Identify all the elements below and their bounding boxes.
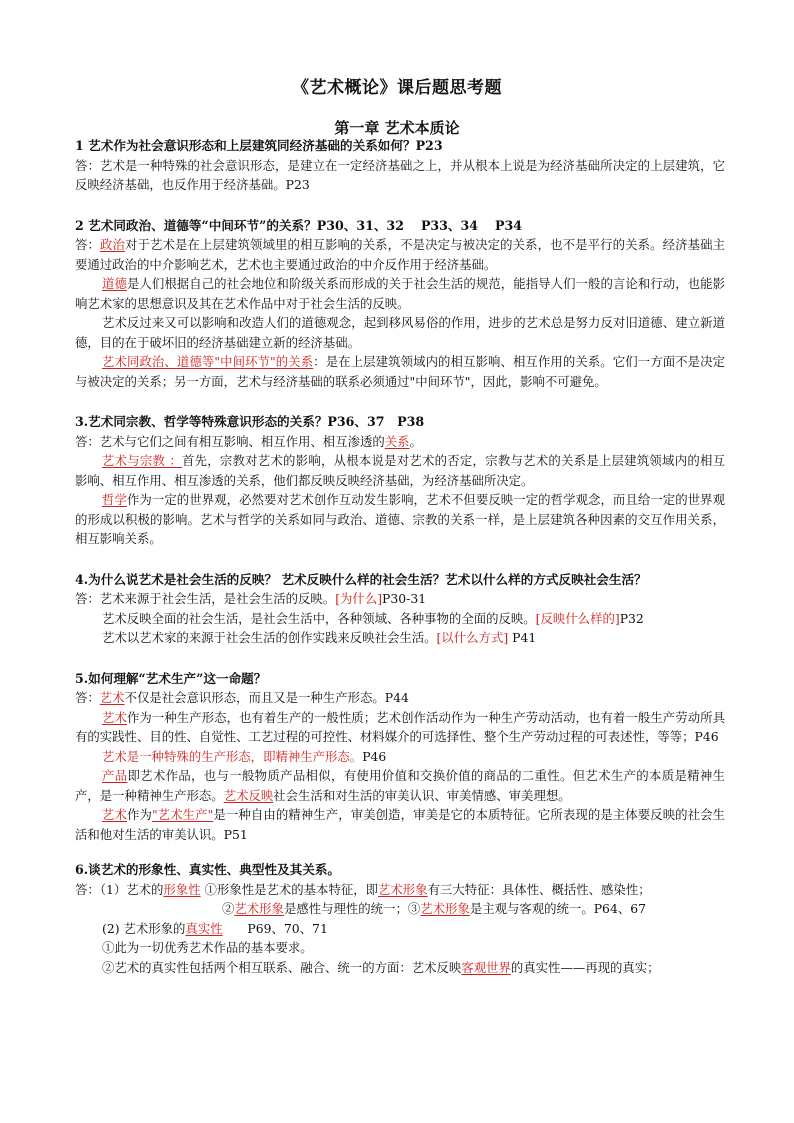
answer-text: 是一种自由的精神生产，审美创造，审美是它的本质特征。它所表现的是主体要反映的社会生活和他对生活的审美认识。P51 xyxy=(75,807,726,842)
answer-text: 社会生活和对生活的审美认识、审美情感、审美理想。 xyxy=(273,787,571,803)
answer-text: 是人们根据自己的社会地位和阶级关系而形成的关于社会生活的规范，能指导人们一般的言论和行动，也能影响艺术家的思想意识及其在艺术作品中对于社会生活的反映。 xyxy=(75,276,726,311)
question-5: 5.如何理解“艺术生产”这一命题？ xyxy=(75,670,267,686)
question-3: 3.艺术同宗教、哲学等特殊意识形态的关系？P36、37 P38 xyxy=(75,414,425,429)
answer-text: 作为一种生产形态，也有着生产的一般性质；艺术创作活动作为一种生产劳动活动，也有着一般生产劳动所具有的实践性、目的性、自觉性、工艺过程的可控性、材料媒介的可选择性、整个生产劳动过程的可表述性，等等；P46 xyxy=(75,709,726,744)
answer-text: ② xyxy=(222,901,235,916)
answer-text: 答：艺术来源于社会生活，是社会生活的反映。 xyxy=(75,591,336,606)
keyword-art-image: 艺术形象 xyxy=(234,901,284,916)
keyword-intermediate-link: 艺术同政治、道德等"中间环节"的关系 xyxy=(102,354,314,369)
answer-6-para-4: ①此为一切优秀艺术作品的基本要求。 xyxy=(102,940,313,955)
keyword-art-image: 艺术形象 xyxy=(378,881,428,897)
answer-text: 首先，宗教对艺术的影响，从根本说是对艺术的否定，宗教与艺术的关系是上层建筑领域内的相互影响、相互作用、相互渗透的关系，他们都反映反映经济基础，为经济基础所决定。 xyxy=(75,453,725,488)
keyword-art-production: "艺术生产" xyxy=(151,807,214,822)
answer-text: ：是在上层建筑领域内的相互影响、相互作用的关系。它们一方面不是决定与被决定的关系；另一方面，艺术与经济基础的联系必须通过"中间环节"，因此，影响不可避免。 xyxy=(75,354,726,389)
answer-6-para-2 xyxy=(75,899,725,919)
keyword-politics: 政治 xyxy=(100,237,126,252)
answer-4-para-3 xyxy=(75,628,725,648)
answer-text: 作为一定的世界观，必然要对艺术创作互动发生影响，艺术不但要反映一定的哲学观念，而且给一定的世界观的形成以积极的影响。艺术与哲学的关系如同与政治、道德、宗教的关系一样，是上层建筑各种因素的交互作用关系，相互影响关系。 xyxy=(75,492,726,546)
answer-2-para-1 xyxy=(75,235,725,274)
answer-text: (2) 艺术形象的 xyxy=(102,920,186,936)
answer-text: 答：艺术与它们之间有相互影响、相互作用、相互渗透的 xyxy=(75,433,385,449)
answer-text: 是主观与客观的统一。P64、67 xyxy=(469,901,646,916)
answer-text: 即艺术作品，也与一般物质产品相似，有使用价值和交换价值的商品的二重性。但艺术生产的本质是精神生产，是一种精神生产形态。 xyxy=(75,768,726,803)
answer-text: 对于艺术是在上层建筑领域里的相互影响的关系，不是决定与被决定的关系，也不是平行的关系。经济基础主要通过政治的中介影响艺术，艺术也主要通过政治的中介反作用于经济基础。 xyxy=(75,237,726,272)
keyword-product: 产品 xyxy=(102,768,128,783)
chapter-heading: 第一章 艺术本质论 xyxy=(334,119,460,137)
answer-4-para-2 xyxy=(75,609,725,629)
answer-text: 是感性与理性的统一；③ xyxy=(283,901,421,916)
keyword-art-image: 艺术形象 xyxy=(420,901,470,916)
page-ref: P46 xyxy=(362,748,387,764)
keyword-philosophy: 哲学 xyxy=(102,492,127,507)
keyword-art-religion: 艺术与宗教 ： xyxy=(102,453,182,468)
document-title: 《艺术概论》课后题思考题 xyxy=(292,78,502,98)
answer-text: 作为 xyxy=(126,807,152,822)
tag-how: [以什么方式] xyxy=(436,630,509,645)
question-6: 6.谈艺术的形象性、真实性、典型性及其关系。 xyxy=(75,862,341,877)
answer-4-para-1 xyxy=(75,589,725,609)
keyword-art: 艺术 xyxy=(102,807,127,822)
answer-text: 的真实性——再现的真实； xyxy=(510,959,660,975)
keyword-relation: 关系 xyxy=(384,433,410,449)
answer-text: 艺术反映全面的社会生活，是社会生活中，各种领域、各种事物的全面的反映。 xyxy=(102,610,536,626)
answer-5-para-5 xyxy=(75,805,725,844)
answer-prefix: 答： xyxy=(75,237,101,252)
answer-5-para-3 xyxy=(75,747,725,767)
answer-6-para-5 xyxy=(75,958,725,978)
tag-what: [反映什么样的] xyxy=(535,610,620,626)
answer-5-para-2 xyxy=(75,708,725,747)
highlight-special-production: 艺术是一种特殊的生产形态，即精神生产形态。 xyxy=(102,748,363,764)
answer-2-para-3: 艺术反过来又可以影响和改造人们的道德观念，起到移风易俗的作用，进步的艺术总是努力反对旧道德、建立新道德，目的在于破坏旧的经济基础建立新的经济基础。 xyxy=(75,315,725,350)
answer-text: ②艺术的真实性包括两个相互联系、融合、统一的方面：艺术反映 xyxy=(102,959,462,975)
answer-5-para-4 xyxy=(75,766,725,805)
keyword-imagery: 形象性 xyxy=(163,881,201,897)
answer-text: 。 xyxy=(409,433,422,449)
answer-2-para-4 xyxy=(75,352,725,391)
answer-3-para-2 xyxy=(75,451,725,490)
answer-1: 答：艺术是一种特殊的社会意识形态，是建立在一定经济基础之上，并从根本上说是为经济基础所决定的上层建筑，它反映经济基础，也反作用于经济基础。P23 xyxy=(75,157,725,192)
answer-2-para-2 xyxy=(75,274,725,313)
keyword-art: 艺术 xyxy=(99,690,125,705)
answer-text: 不仅是社会意识形态，而且又是一种生产形态。P44 xyxy=(124,690,409,705)
answer-text: ①形象性是艺术的基本特征，即 xyxy=(200,881,379,897)
answer-6-para-1 xyxy=(75,880,725,900)
document-body xyxy=(75,136,725,977)
answer-3-para-1 xyxy=(75,432,725,452)
tag-why: [为什么] xyxy=(335,591,383,606)
keyword-morality: 道德 xyxy=(102,276,127,291)
keyword-truthfulness: 真实性 xyxy=(185,920,223,936)
page-ref: P32 xyxy=(619,610,644,626)
answer-text: 有三大特征：具体性、概括性、感染性； xyxy=(427,881,651,897)
answer-5-para-1 xyxy=(75,688,725,708)
page-ref: P69、70、71 xyxy=(222,920,328,936)
answer-3-para-3 xyxy=(75,490,725,549)
answer-prefix: 答： xyxy=(75,690,100,705)
answer-text: 艺术以艺术家的来源于社会生活的创作实践来反映社会生活。 xyxy=(102,630,437,645)
question-2: 2 艺术同政治、道德等“中间环节”的关系？P30、31、32 P33、34 P34 xyxy=(75,217,523,233)
question-4: 4.为什么说艺术是社会生活的反映？ 艺术反映什么样的社会生活？艺术以什么样的方式反映社会生活？ xyxy=(75,571,647,587)
keyword-art-reflection: 艺术反映 xyxy=(223,787,274,803)
answer-text: 答：（1）艺术的 xyxy=(75,881,164,897)
page-ref: P30-31 xyxy=(382,591,427,606)
question-1: 1 艺术作为社会意识形态和上层建筑同经济基础的关系如何？P23 xyxy=(75,138,443,153)
answer-6-para-3 xyxy=(75,919,725,939)
page-ref: P41 xyxy=(508,630,537,645)
keyword-art: 艺术 xyxy=(102,709,127,725)
keyword-objective-world: 客观世界 xyxy=(461,959,511,975)
